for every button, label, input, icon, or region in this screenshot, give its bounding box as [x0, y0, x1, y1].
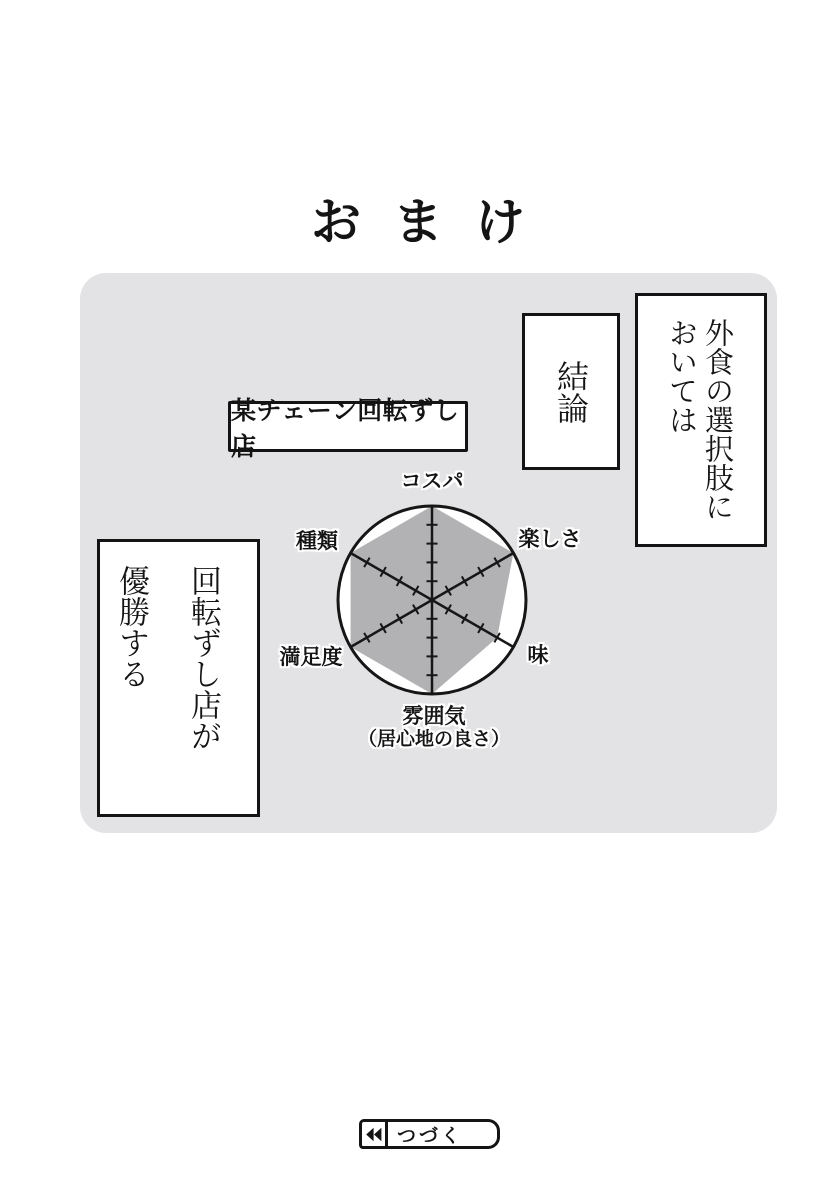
axis-label-funiki: 雰囲気 （居心地の良さ）	[357, 704, 511, 750]
setup-text-line: おいては	[665, 318, 699, 434]
axis-label-tanoshisa: 楽しさ	[518, 527, 582, 551]
continue-button[interactable]	[359, 1119, 500, 1149]
verdict-text-box	[97, 539, 260, 817]
axis-label-cospa: コスパ	[400, 469, 464, 493]
rewind-icon	[362, 1122, 388, 1146]
conclusion-text: 結論	[552, 359, 590, 424]
chart-title-text: 某チェーン回転ずし店	[231, 395, 460, 461]
axis-label-shurui: 種類	[296, 529, 338, 553]
comic-panel	[80, 273, 777, 833]
page-title: おまけ	[311, 193, 557, 251]
verdict-text-line: 回転ずし店が	[185, 565, 221, 751]
axis-sublabel-funiki: （居心地の良さ）	[357, 728, 511, 750]
setup-text-line: 外食の選択肢に	[701, 318, 735, 521]
verdict-text-line: 優勝する	[113, 565, 149, 689]
setup-text-box	[635, 293, 767, 547]
axis-label-manzokudo: 満足度	[279, 645, 343, 669]
continue-label: つづく	[397, 1124, 464, 1147]
axis-label-aji: 味	[527, 643, 549, 667]
